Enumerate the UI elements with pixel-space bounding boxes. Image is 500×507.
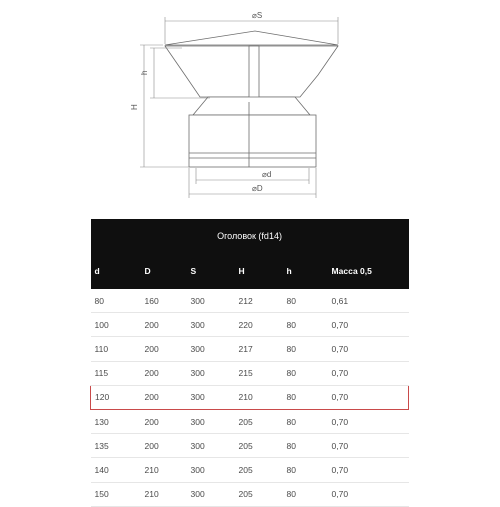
col-header-h: h	[283, 253, 328, 289]
cell-mass: 0,70	[328, 385, 409, 409]
cell-S: 300	[187, 313, 235, 337]
cell-mass: 0,70	[328, 313, 409, 337]
cell-h: 80	[283, 313, 328, 337]
cell-d: 135	[91, 434, 141, 458]
cell-mass: 0,70	[328, 337, 409, 361]
col-header-S: S	[187, 253, 235, 289]
cell-d: 150	[91, 482, 141, 506]
cell-mass: 0,61	[328, 289, 409, 313]
cell-d: 80	[91, 289, 141, 313]
cell-mass: 0,70	[328, 361, 409, 385]
cell-h: 80	[283, 409, 328, 433]
cell-H: 212	[235, 289, 283, 313]
cell-S: 300	[187, 361, 235, 385]
cell-S: 300	[187, 385, 235, 409]
cell-h: 80	[283, 361, 328, 385]
label-S: ⌀S	[252, 11, 263, 20]
cell-D: 200	[141, 361, 187, 385]
cell-S: 300	[187, 289, 235, 313]
inner-sleeve	[193, 97, 310, 115]
table-row	[91, 434, 409, 458]
pipe-body	[189, 115, 316, 167]
cell-S: 300	[187, 434, 235, 458]
cell-h: 80	[283, 337, 328, 361]
col-header-mass: Масса 0,5	[328, 253, 409, 289]
cell-D: 200	[141, 409, 187, 433]
cell-D: 200	[141, 313, 187, 337]
table-row	[91, 313, 409, 337]
table-row	[91, 385, 409, 409]
cell-H: 205	[235, 409, 283, 433]
table-header-row	[91, 253, 409, 289]
cell-h: 80	[283, 385, 328, 409]
cell-mass: 0,70	[328, 434, 409, 458]
table-row	[91, 289, 409, 313]
cell-mass: 0,70	[328, 482, 409, 506]
cell-mass: 0,70	[328, 409, 409, 433]
center-rod	[249, 46, 259, 102]
col-header-D: D	[141, 253, 187, 289]
label-h: h	[140, 70, 149, 75]
cell-h: 80	[283, 482, 328, 506]
cell-mass: 0,70	[328, 458, 409, 482]
cell-H: 205	[235, 434, 283, 458]
cell-S: 300	[187, 409, 235, 433]
cell-H: 217	[235, 337, 283, 361]
cell-d: 100	[91, 313, 141, 337]
cell-d: 115	[91, 361, 141, 385]
cell-d: 140	[91, 458, 141, 482]
cell-D: 160	[141, 289, 187, 313]
table-title: Оголовок (fd14)	[91, 219, 409, 253]
cell-d: 130	[91, 409, 141, 433]
col-header-H: H	[235, 253, 283, 289]
cell-H: 220	[235, 313, 283, 337]
cell-D: 210	[141, 482, 187, 506]
table-title-row	[91, 219, 409, 253]
cap-roof	[165, 31, 338, 45]
cell-D: 200	[141, 434, 187, 458]
table-row	[91, 361, 409, 385]
label-D: ⌀D	[252, 184, 263, 193]
cell-S: 300	[187, 337, 235, 361]
cell-S: 300	[187, 458, 235, 482]
cell-D: 200	[141, 337, 187, 361]
cell-S: 300	[187, 482, 235, 506]
cell-H: 205	[235, 482, 283, 506]
table-row	[91, 409, 409, 433]
table-row	[91, 458, 409, 482]
col-header-d: d	[91, 253, 141, 289]
cell-h: 80	[283, 434, 328, 458]
label-d: ⌀d	[262, 170, 272, 179]
cell-H: 205	[235, 458, 283, 482]
cell-h: 80	[283, 289, 328, 313]
spec-table	[90, 219, 409, 507]
cell-H: 210	[235, 385, 283, 409]
cell-h: 80	[283, 458, 328, 482]
table-row	[91, 482, 409, 506]
cell-d: 120	[91, 385, 141, 409]
technical-drawing	[0, 0, 500, 210]
cell-D: 210	[141, 458, 187, 482]
cell-H: 215	[235, 361, 283, 385]
table-row	[91, 337, 409, 361]
cell-d: 110	[91, 337, 141, 361]
cell-D: 200	[141, 385, 187, 409]
label-H: H	[130, 104, 139, 110]
